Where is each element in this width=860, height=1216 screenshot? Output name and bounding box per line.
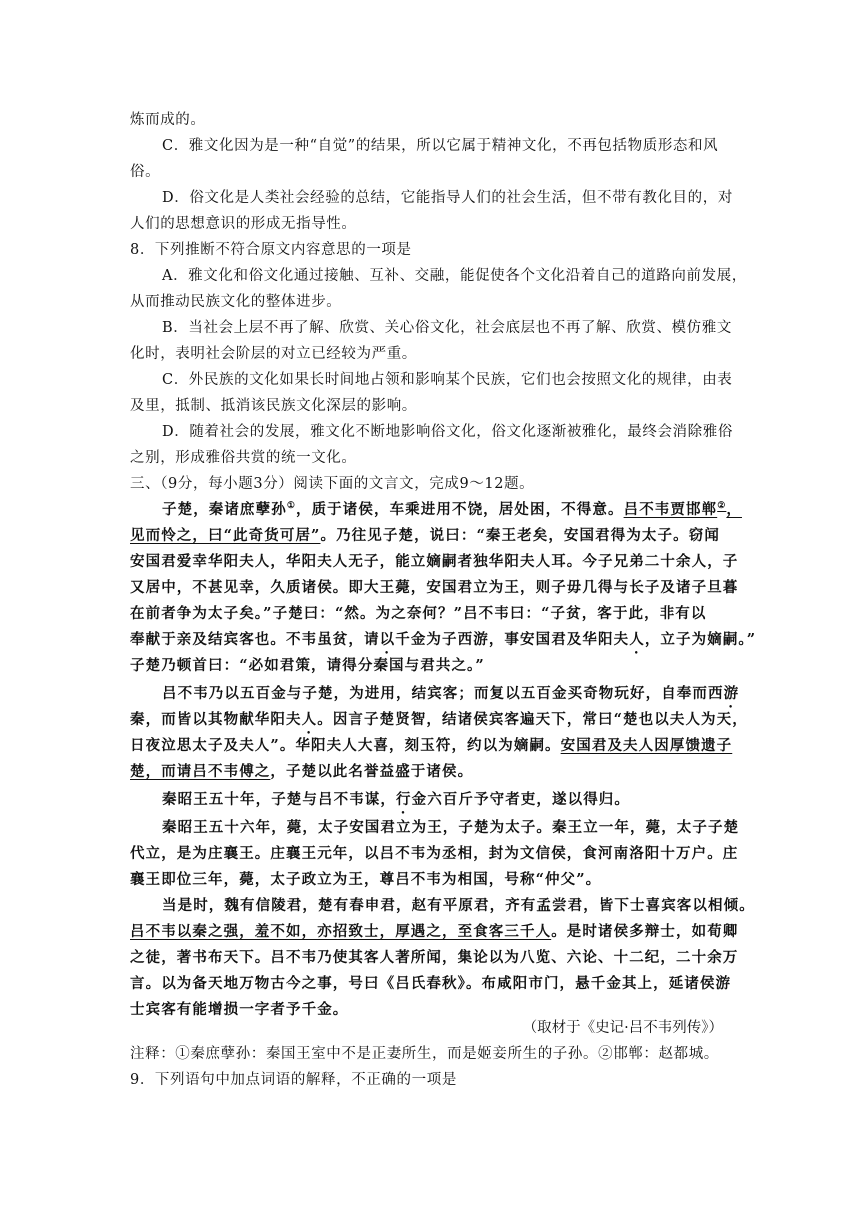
source-citation: （取材于《史记·吕不韦列传》） <box>522 1020 723 1036</box>
q8-option-c-line1: C．外民族的文化如果长时间地占领和影响某个民族，它们也会按照文化的规律，由表 <box>162 372 733 388</box>
q9-stem: 9．下列语句中加点词语的解释，不正确的一项是 <box>130 1072 457 1088</box>
q8-option-a-line2: 从而推动民族文化的整体进步。 <box>130 294 342 310</box>
passage-p2-line4: 楚，而请吕不韦傅之，子楚以此名誉益盛于诸侯。 <box>130 763 474 780</box>
passage-p5-line3: 之徒，著书布天下。吕不韦乃使其客人著所闻，集论以为八览、六论、十二纪，二十余万 <box>130 949 739 966</box>
passage-p1-line3: 安国君爱幸华阳夫人，华阳夫人无子，能立嫡嗣者独华阳夫人耳。今子兄弟二十余人，子 <box>130 553 739 570</box>
passage-p2-line2: 秦，而皆以其物献华阳夫人。因言子楚贤智，结诸侯宾客遍天下，常曰“楚也以夫人为天， <box>130 711 748 728</box>
q8-option-d-line2: 之别，形成雅俗共赏的统一文化。 <box>130 450 357 466</box>
passage-p1-line1: 子楚，秦诸庶孽孙①，质于诸侯，车乘进用不饶，居处困，不得意。吕不韦贾邯郸②， <box>162 501 742 518</box>
passage-p1-line7: 子楚乃顿首曰：“必如君策，请得分秦国与君共之。” <box>130 657 485 674</box>
passage-p5-line4: 言。以为备天地万物古今之事，号曰《吕氏春秋》。布咸阳市门，悬千金其上，延诸侯游 <box>130 975 732 992</box>
q7-option-d-line1: D．俗文化是人类社会经验的总结，它能指导人们的社会生活，但不带有教化目的，对 <box>162 190 733 206</box>
passage-p1-line4: 又居中，不甚见幸，久质诸侯。即大王薨，安国君立为王，则子毋几得与长子及诸子旦暮 <box>130 579 739 596</box>
q8-option-b-line1: B．当社会上层不再了解、欣赏、关心俗文化，社会底层也不再了解、欣赏、模仿雅文 <box>162 320 732 336</box>
passage-p4-line1: 秦昭王五十六年，薨，太子安国君立为王，子楚为太子。秦王立一年，薨，太子子楚 <box>162 819 740 836</box>
passage-p2-line1: 吕不韦乃以五百金与子楚，为进用，结宾客；而复以五百金买奇物玩好，自奉而西游 <box>162 685 740 702</box>
passage-p2-line3: 日夜泣思太子及夫人”。华阳夫人大喜，刻玉符，约以为嫡嗣。安国君及夫人因厚馈遗子 <box>130 737 733 754</box>
q7-option-d-line2: 人们的思想意识的形成无指导性。 <box>130 216 357 232</box>
passage-p4-line2: 代立，是为庄襄王。庄襄王元年，以吕不韦为丞相，封为文信侯，食河南洛阳十万户。庄 <box>130 845 739 862</box>
passage-p5-line1: 当是时，魏有信陵君，楚有春申君，赵有平原君，齐有孟尝君，皆下士喜宾客以相倾。 <box>162 897 755 914</box>
footnote-mark-2: ② <box>717 501 727 512</box>
q8-option-c-line2: 及里，抵制、抵消该民族文化深层的影响。 <box>130 398 417 414</box>
q8-stem: 8．下列推断不符合原文内容意思的一项是 <box>130 242 412 258</box>
q7-option-c-line1: C．雅文化因为是一种“自觉”的结果，所以它属于精神文化，不再包括物质形态和风 <box>162 138 719 154</box>
q8-option-b-line2: 化时，表明社会阶层的对立已经较为严重。 <box>130 346 417 362</box>
passage-p1-line2: 见而怜之，曰“此奇货可居”。乃往见子楚，说曰：“秦王老矣，安国君得为太子。窃闻 <box>130 527 720 544</box>
passage-p3-line1: 秦昭王五十年，子楚与吕不韦谋，行金六百斤予守者吏，遂以得归。 <box>162 791 631 808</box>
passage-p1-line5: 在前者争为太子矣。”子楚曰：“然。为之奈何？”吕不韦曰：“子贫，客于此，非有以 <box>130 605 707 622</box>
footnote-mark-1: ① <box>286 501 296 512</box>
q8-option-a-line1: A．雅文化和俗文化通过接触、互补、交融，能促使各个文化沿着自己的道路向前发展， <box>162 268 747 284</box>
passage-p1-line6: 奉献于亲及结宾客也。不韦虽贫，请以千金为子西游，事安国君及华阳夫人，立子为嫡嗣。” <box>130 631 757 648</box>
section3-heading: 三、（9分，每小题3分）阅读下面的文言文，完成9～12题。 <box>130 476 535 492</box>
footnotes: 注释：①秦庶孽孙：秦国王室中不是正妻所生，而是姬妾所生的子孙。②邯郸：赵都城。 <box>130 1046 719 1062</box>
intro-paragraph-end: 炼而成的。 <box>130 112 206 128</box>
q8-option-d-line1: D．随着社会的发展，雅文化不断地影响俗文化，俗文化逐渐被雅化，最终会消除雅俗 <box>162 424 733 440</box>
q7-option-c-line2: 俗。 <box>130 164 161 180</box>
passage-p5-line5: 士宾客有能增损一字者予千金。 <box>130 1001 349 1018</box>
passage-p4-line3: 襄王即位三年，薨，太子政立为王，尊吕不韦为相国，号称“仲父”。 <box>130 871 602 888</box>
passage-p5-line2: 吕不韦以秦之强，羞不如，亦招致士，厚遇之，至食客三千人。是时诸侯多辩士，如荀卿 <box>130 923 739 940</box>
